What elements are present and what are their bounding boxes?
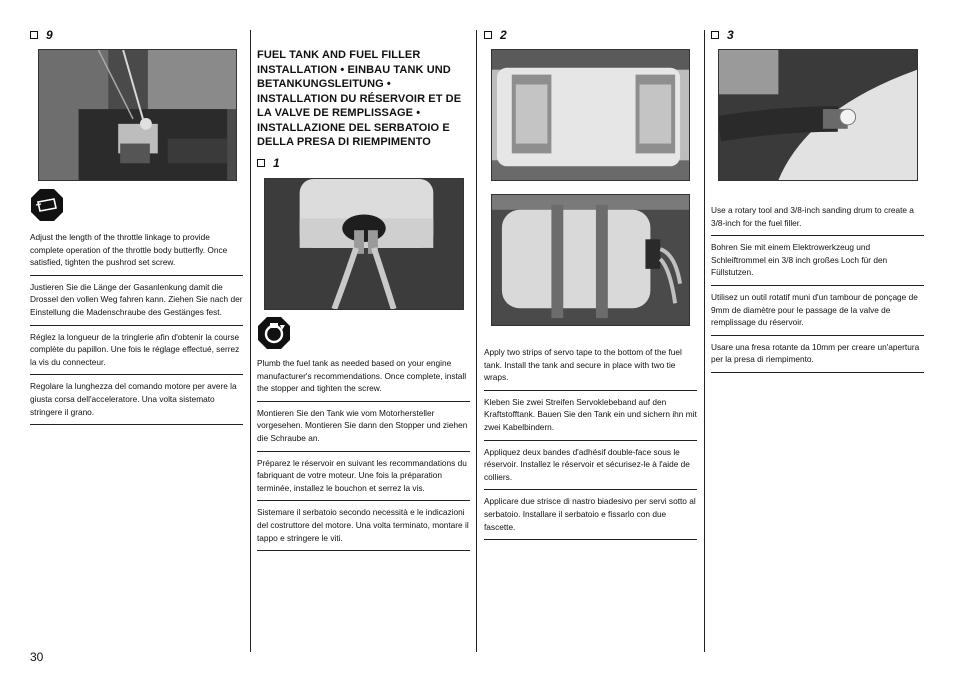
- col1-text: [30, 226, 243, 425]
- paragraph-fr: Utilisez un outil rotatif muni d'un tambour de ponçage de 9mm de diamètre pour le passage de la valve de remplissage du réservoir.: [711, 286, 924, 336]
- column-step-3: [711, 28, 924, 42]
- paragraph-it: Regolare la lunghezza del comando motore per avere la giusta corsa dell'acceleratore. Una volta sistemato stringere il grano.: [30, 375, 243, 425]
- paragraph-de: Montieren Sie den Tank wie vom Motorhersteller vorgesehen. Montieren Sie dann den Stopper und ziehen die Schraube an.: [257, 402, 470, 452]
- paragraph-en: Apply two strips of servo tape to the bottom of the fuel tank. Install the tank and secure in place with two tie wraps.: [484, 341, 697, 391]
- column-divider-3: [704, 30, 705, 652]
- checkbox-icon[interactable]: [30, 31, 38, 39]
- photo-servo-tape-tank: [491, 49, 690, 181]
- col4-text: [711, 199, 924, 373]
- section-heading: FUEL TANK AND FUEL FILLER INSTALLATION • EINBAU TANK UND BETANKUNGSLEITUNG • INSTALLATION DU RÉSERVOIR ET DE LA VALVE DE REMPLISSAGE • INSTALLAZIONE DEL SERBATOIO E DELLA PRESA DI RIEMPIMENTO: [257, 49, 462, 148]
- step-header: [484, 28, 697, 42]
- paragraph-en: Adjust the length of the throttle linkage to provide complete operation of the throttle body butterfly. Once satisfied, tighten the pushrod set screw.: [30, 226, 243, 276]
- photo-rotary-tool: [718, 49, 918, 181]
- column-divider-2: [476, 30, 477, 652]
- paragraph-de: Kleben Sie zwei Streifen Servoklebeband auf den Kraftstofftank. Bauen Sie den Tank ein und sichern ihn mit zwei Kabelbindern.: [484, 391, 697, 441]
- step-number: 2: [500, 28, 507, 42]
- paragraph-de: Justieren Sie die Länge der Gasanlenkung damit die Drossel den vollen Weg fahren kann. Ziehen Sie nach der Einstellung die Madenschraube des Gestänges fest.: [30, 276, 243, 326]
- paragraph-fr: Appliquez deux bandes d'adhésif double-face sous le réservoir. Installez le réservoir et sécurisez-le à l'aide de colliers.: [484, 441, 697, 491]
- photo-fuel-tank-stopper: [264, 178, 464, 310]
- step-header: [30, 28, 243, 42]
- checkbox-icon[interactable]: [711, 31, 719, 39]
- step-number: 1: [273, 156, 280, 170]
- column-step-2: [484, 28, 697, 42]
- paragraph-it: Sistemare il serbatoio secondo necessità e le indicazioni del costruttore del motore. Una volta terminato, montare il tappo e stringere le viti.: [257, 501, 470, 551]
- paragraph-it: Applicare due strisce di nastro biadesivo per servi sotto al serbatoio. Installare il serbatoio e fissarlo con due fascette.: [484, 490, 697, 540]
- paragraph-en: Use a rotary tool and 3/8-inch sanding drum to create a 3/8-inch for the fuel filler.: [711, 199, 924, 236]
- paragraph-fr: Réglez la longueur de la tringlerie afin d'obtenir la course complète du papillon. Une fois le réglage effectué, serrez la vis du connecteur.: [30, 326, 243, 376]
- column-divider-1: [250, 30, 251, 652]
- step-number: 9: [46, 28, 53, 42]
- checkbox-icon[interactable]: [257, 159, 265, 167]
- throttle-linkage-icon: [30, 188, 64, 222]
- col3-text: [484, 341, 697, 540]
- step-header: [257, 156, 280, 170]
- paragraph-fr: Préparez le réservoir en suivant les recommandations du fabriquant de votre moteur. Une fois la préparation terminée, installez le bouchon et serrez la vis.: [257, 452, 470, 502]
- col2-text: [257, 352, 470, 551]
- fuel-tank-plumbing-icon: [257, 316, 291, 350]
- paragraph-it: Usare una fresa rotante da 10mm per creare un'apertura per la presa di riempimento.: [711, 336, 924, 373]
- photo-tank-installed: [491, 194, 690, 326]
- page-number: 30: [30, 650, 44, 664]
- step-header: [711, 28, 924, 42]
- checkbox-icon[interactable]: [484, 31, 492, 39]
- paragraph-en: Plumb the fuel tank as needed based on your engine manufacturer's recommendations. Once complete, install the stopper and tighten the screw.: [257, 352, 470, 402]
- paragraph-de: Bohren Sie mit einem Elektrowerkzeug und Schleiftrommel ein 3/8 inch großes Loch für den Füllstutzen.: [711, 236, 924, 286]
- step-number: 3: [727, 28, 734, 42]
- photo-throttle-linkage: [38, 49, 237, 181]
- column-step-9: [30, 28, 243, 42]
